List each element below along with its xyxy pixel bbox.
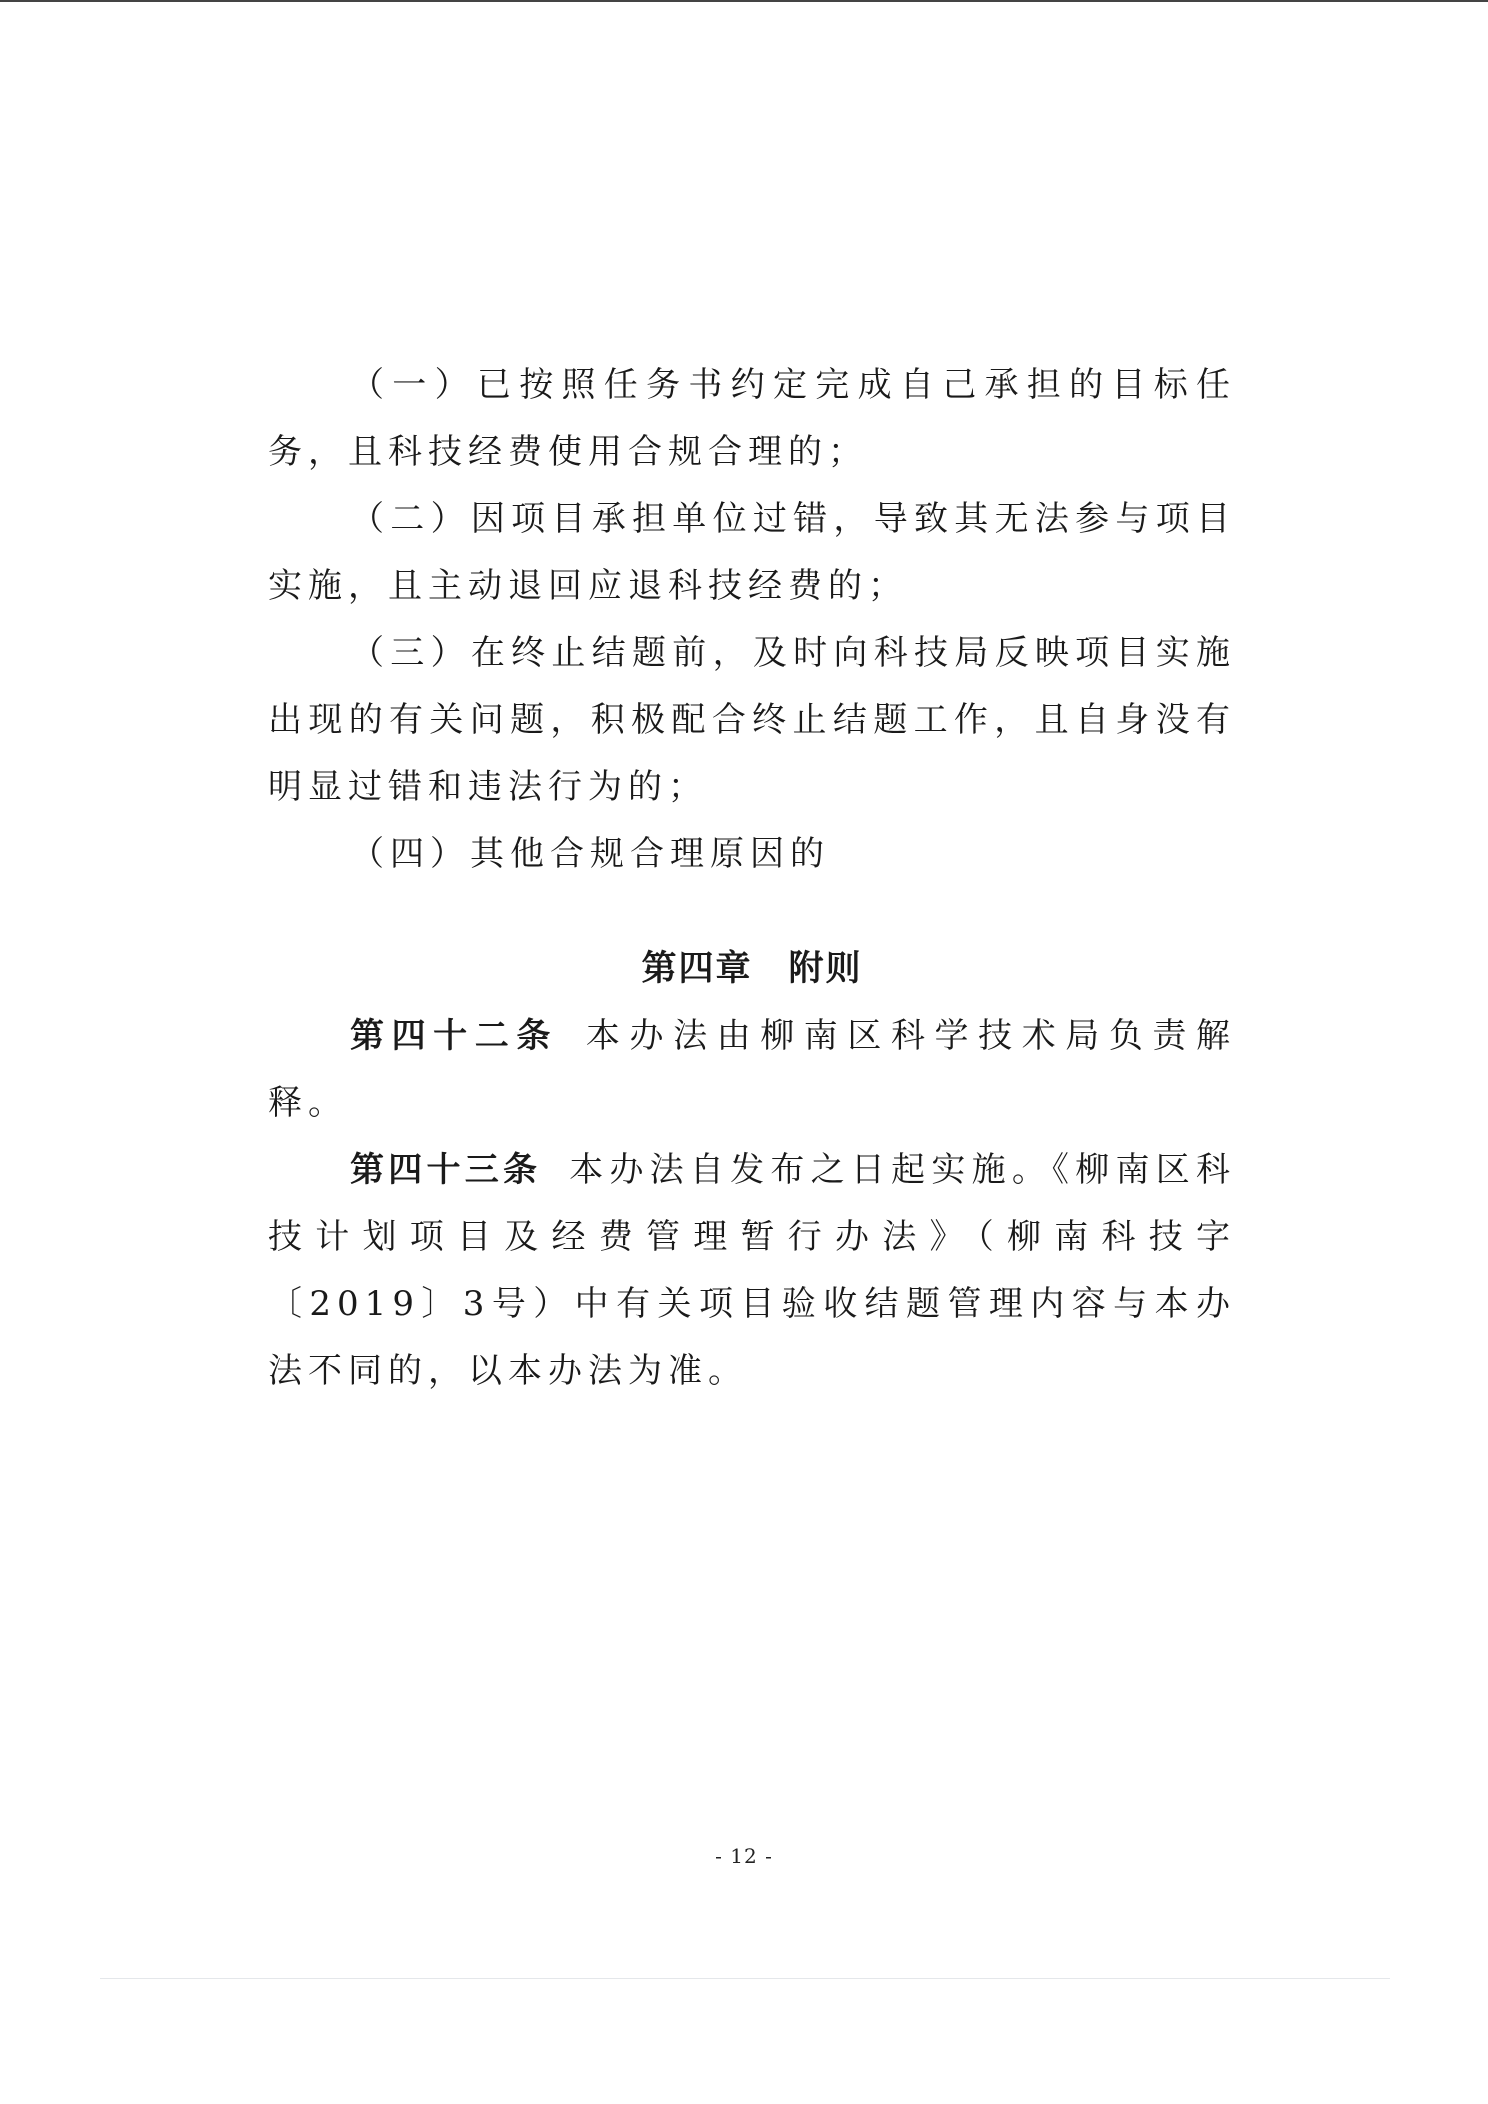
article-42-text: 本办法由柳南区科学技术局负责解释。 bbox=[268, 1016, 1237, 1123]
list-item-3: （三）在终止结题前，及时向科技局反映项目实施出现的有关问题，积极配合终止结题工作，且自身没有明显过错和违法行为的； bbox=[268, 633, 1236, 807]
list-item-2: （二）因项目承担单位过错，导致其无法参与项目实施，且主动退回应退科技经费的； bbox=[268, 499, 1236, 606]
article-43-text: 本办法自发布之日起实施。《柳南区科技计划项目及经费管理暂行办法》（柳南科技字〔2019〕3号）中有关项目验收结题管理内容与本办法不同的，以本办法为准。 bbox=[268, 1150, 1237, 1391]
document-body bbox=[268, 352, 1236, 1405]
article-43 bbox=[268, 1137, 1236, 1405]
chapter-number: 第四章 bbox=[641, 949, 753, 989]
chapter-heading bbox=[268, 936, 1236, 1003]
article-42 bbox=[268, 1003, 1236, 1137]
list-item-4: （四）其他合规合理原因的 bbox=[350, 834, 830, 874]
article-42-label: 第四十二条 bbox=[350, 1016, 558, 1056]
list-item-1: （一）已按照任务书约定完成自己承担的目标任务，且科技经费使用合规合理的； bbox=[268, 365, 1236, 472]
chapter-title: 附则 bbox=[788, 949, 863, 989]
article-43-label: 第四十三条 bbox=[350, 1150, 542, 1190]
page-number: - 12 - bbox=[715, 1844, 773, 1868]
page-top-edge bbox=[0, 0, 1488, 2]
bottom-rule bbox=[100, 1978, 1390, 1979]
